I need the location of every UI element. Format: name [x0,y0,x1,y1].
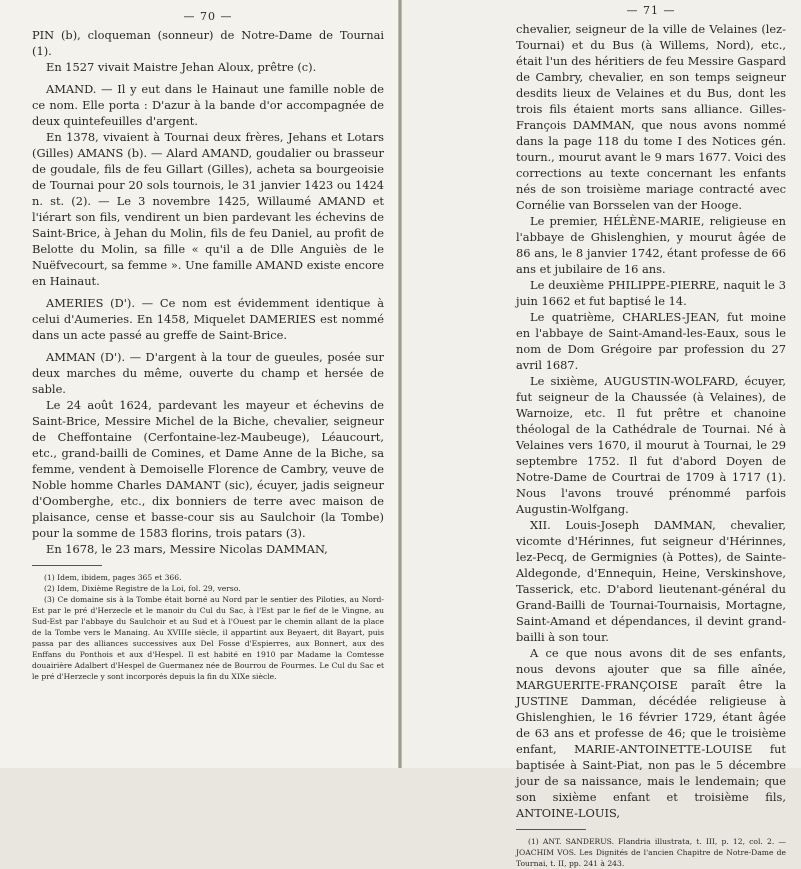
paragraph: Le quatrième, CHARLES-JEAN, fut moine en l'abbaye de Saint-Amand-les-Eaux, sous le nom de Dom Grégoire par profession du 27 avril 1687. [516,310,786,372]
left-text-column [32,10,384,682]
paragraph: En 1678, le 23 mars, Messire Nicolas DAMMAN, [46,542,328,556]
paragraph: Le premier, HÉLÈNE-MARIE, religieuse en l'abbaye de Ghislenghien, y mourut âgée de 86 ans, le 8 janvier 1742, étant professe de 66 ans et jubilaire de 16 ans. [516,214,786,276]
right-text-column [516,4,786,869]
entry-ameries: AMERIES (D'). — Ce nom est évidemment identique à celui d'Aumeries. En 1458, Miquelet DAMERIES est nommé dans un acte passé au greffe de Saint-Brice. [32,296,384,342]
left-page [0,0,398,768]
footnote: (3) Ce domaine sis à la Tombe était borné au Nord par le sentier des Piloties, au Nord-Est par le pré d'Herzecle et le manoir du Cul du Sac, à l'Est par le fief de le Vingne, au Sud-Est par l'abbaye du Saulchoir et au Sud et à l'Ouest par le chemin allant de la place de la Tombe vers le Manaing. Au XVIIIe siècle, il appartint aux Beyaert, dit Bayart, puis passa par des alliances successives aux Del Fosse d'Espierres, aux Bonnert, aux des Enffans du Ponthois et aux d'Hespel. Il est habité en 1910 par Madame la Comtesse douairière Adalbert d'Hespel de Guermanez née de Bourrou de Fourmes. Le Cul du Sac et le pré d'Herzecle y sont incorporés depuis la fin du XIXe siècle. [32,595,384,681]
paragraph: Le 24 août 1624, pardevant les mayeur et échevins de Saint-Brice, Messire Michel de la Biche, chevalier, seigneur de Cheffontaine (Cerfontaine-lez-Maubeuge), Léaucourt, etc., grand-bailli de Comines, et Dame Anne de la Biche, sa femme, vendent à Demoiselle Florence de Cambry, veuve de Noble homme Charles DAMANT (sic), écuyer, jadis seigneur d'Oomberghe, etc., dix bonniers de terre avec maison de plaisance, cense et basse-cour sis au Saulchoir (la Tombe) pour la somme de 1583 florins, trois patars (3). [32,398,384,540]
footnote: (1) Idem, ibidem, pages 365 et 366. [44,573,182,582]
paragraph: PIN (b), cloqueman (sonneur) de Notre-Dame de Tournai (1). [32,28,384,58]
entry-amman: AMMAN (D'). — D'argent à la tour de gueules, posée sur deux marches du même, ouverte du champ et hersée de sable. [32,350,384,396]
paragraph: A ce que nous avons dit de ses enfants, nous devons ajouter que sa fille aînée, MARGUERITE-FRANÇOISE paraît être la JUSTINE Damman, décédée religieuse à Ghislenghien, le 16 février 1729, étant âgée de 63 ans et professe de 46; que le troisième enfant, MARIE-ANTOINETTE-LOUISE fut baptisée à Saint-Piat, non pas le 5 décembre jour de sa naissance, mais le lendemain; que son sixième enfant et troisième fils, ANTOINE-LOUIS, [516,646,786,820]
paragraph: XII. Louis-Joseph DAMMAN, chevalier, vicomte d'Hérinnes, fut seigneur d'Hérinnes, lez-Pecq, de Germignies (à Pottes), de Sainte-Aldegonde, d'Ennequin, Heine, Verskinshove, Tasserick, etc. D'abord lieutenant-général du Grand-Bailli de Tournai-Tournaisis, Mortagne, Saint-Amand et dépendances, il devint grand-bailli à son tour. [516,518,786,644]
page-number-right: — 71 — [626,4,676,17]
footnote-separator [516,829,586,830]
footnote: (1) ANT. SANDERUS. Flandria illustrata, t. III, p. 12, col. 2. — JOACHIM VOS. Les Dignités de l'ancien Chapitre de Notre-Dame de Tournai, t. II, pp. 241 à 243. [516,837,786,868]
page-number-left: — 70 — [183,10,233,23]
paragraph: En 1378, vivaient à Tournai deux frères, Jehans et Lotars (Gilles) AMANS (b). — Alard AMAND, goudalier ou brasseur de goudale, fils de feu Gillart (Gilles), acheta sa bourgeoisie de Tournai pour 20 sols tournois, le 31 janvier 1423 ou 1424 n. st. (2). — Le 3 novembre 1425, Willaumé AMAND et l'iérart son fils, vendirent un bien pardevant les échevins de Saint-Brice, à Jehan du Molin, fils de feu Daniel, au profit de Belotte du Molin, sa fille « qu'il a de Dlle Anguiès de le Nuëfvecourt, sa femme ». Une famille AMAND existe encore en Hainaut. [32,130,384,288]
right-page [402,0,801,868]
paragraph: Le deuxième PHILIPPE-PIERRE, naquit le 3 juin 1662 et fut baptisé le 14. [516,278,786,308]
entry-amand: AMAND. — Il y eut dans le Hainaut une famille noble de ce nom. Elle porta : D'azur à la bande d'or accompagnée de deux quintefeuilles d'argent. [32,82,384,128]
footnote-separator [32,565,102,566]
paragraph: En 1527 vivait Maistre Jehan Aloux, prêtre (c). [46,60,317,74]
paragraph: chevalier, seigneur de la ville de Velaines (lez-Tournai) et du Bus (à Willems, Nord), etc., était l'un des héritiers de feu Messire Gaspard de Cambry, chevalier, en son temps seigneur desdits lieux de Velaines et du Bus, dont les trois fils étaient morts sans alliance. Gilles-François DAMMAN, que nous avons nommé dans la page 118 du tome I des Notices gén. tourn., mourut avant le 9 mars 1677. Voici des corrections au texte concernant les enfants nés de son troisième mariage contracté avec Cornélie van Borsselen van der Hooge. [516,22,786,212]
paragraph: Le sixième, AUGUSTIN-WOLFARD, écuyer, fut seigneur de la Chaussée (à Velaines), de Warnoize, etc. Il fut prêtre et chanoine théologal de la Cathédrale de Tournai. Né à Velaines vers 1670, il mourut à Tournai, le 29 septembre 1752. Il fut d'abord Doyen de Notre-Dame de Courtrai de 1709 à 1717 (1). Nous l'avons trouvé prénommé parfois Augustin-Wolfgang. [516,374,786,516]
footnote: (2) Idem, Dixième Registre de la Loi, fol. 29, verso. [44,584,241,593]
